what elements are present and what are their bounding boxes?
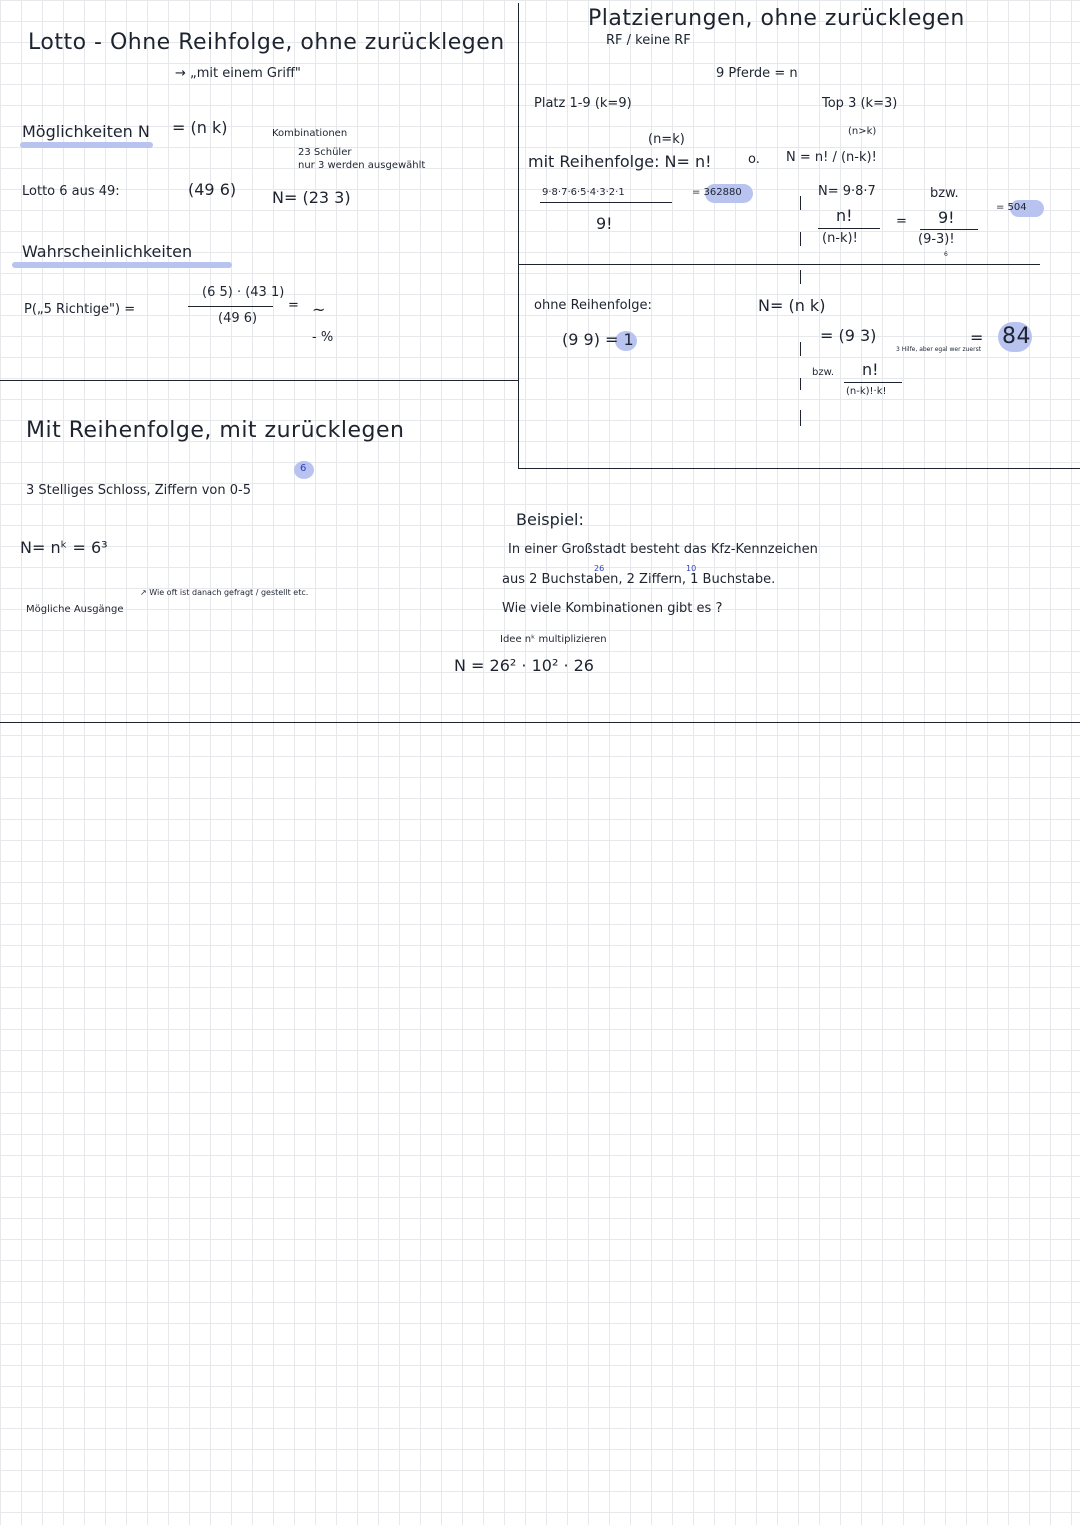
bzw-2: bzw. xyxy=(812,367,835,378)
lotto-title: Lotto - Ohne Reihfolge, ohne zurücklegen xyxy=(28,30,505,55)
wie-oft-note: ↗ Wie oft ist danach gefragt / gestellt etc. xyxy=(140,588,309,597)
o-mark: o. xyxy=(748,152,760,167)
six-small: 6 xyxy=(944,251,948,258)
highlight-wahrscheinlichkeiten xyxy=(12,262,232,268)
top3: Top 3 (k=3) xyxy=(822,96,898,111)
n-formula: N= nᵏ = 6³ xyxy=(20,538,108,557)
vertical-dash-2 xyxy=(800,232,801,246)
moegliche-ausgaenge: Mögliche Ausgänge xyxy=(26,604,124,615)
highlight-moeglichkeiten xyxy=(20,142,153,148)
result-362880: = 362880 xyxy=(692,187,742,198)
vertical-dash-4 xyxy=(800,342,801,356)
mit-reihenfolge: mit Reihenfolge: N= n! xyxy=(528,152,712,171)
grip-note: → „mit einem Griff" xyxy=(175,66,301,81)
kombinationen-label: Kombinationen xyxy=(272,128,348,139)
beispiel-idee: Idee nᵏ multiplizieren xyxy=(500,634,607,645)
n-eq-k: (n=k) xyxy=(648,132,685,147)
n-gt-k: (n>k) xyxy=(848,126,877,137)
schueler-note: 23 Schüler xyxy=(298,147,352,158)
wahrscheinlichkeiten-heading: Wahrscheinlichkeiten xyxy=(22,242,193,261)
frac-bar-1 xyxy=(818,228,880,229)
lotto-6-aus-49: Lotto 6 aus 49: xyxy=(22,184,120,199)
p-equals: = xyxy=(288,298,299,313)
p-numerator: (6 5) · (43 1) xyxy=(202,285,285,300)
p-fraction-bar xyxy=(188,306,273,307)
p-denominator: (49 6) xyxy=(218,311,258,326)
box-middle-divider xyxy=(518,264,1040,265)
platzierungen-title: Platzierungen, ohne zurücklegen xyxy=(588,6,965,31)
ausgewaehlt-note: nur 3 werden ausgewählt xyxy=(298,160,426,171)
n-binom: N= (n k) xyxy=(758,296,826,315)
nine-factorial: 9! xyxy=(596,214,613,233)
frac-bar-2 xyxy=(920,229,978,230)
binom-formula-num: n! xyxy=(862,360,879,379)
binom-49-6: (49 6) xyxy=(188,180,237,199)
frac-9-3: (9-3)! xyxy=(918,232,955,247)
box-bottom-border xyxy=(518,468,1080,469)
beispiel-line1: In einer Großstadt besteht das Kfz-Kennzeichen xyxy=(508,542,818,557)
p-richtige: P(„5 Richtige") = xyxy=(24,302,136,317)
factorial-underline xyxy=(540,202,672,203)
vertical-dash-1 xyxy=(800,196,801,210)
n-perm: N = n! / (n-k)! xyxy=(786,150,877,165)
frac-equals: = xyxy=(896,214,907,229)
beispiel-line2: aus 2 Buchstaben, 2 Ziffern, 1 Buchstabe. xyxy=(502,572,776,587)
mit-reihenfolge-title: Mit Reihenfolge, mit zurücklegen xyxy=(26,418,405,443)
bzw-1: bzw. xyxy=(930,186,959,201)
beispiel-line3: Wie viele Kombinationen gibt es ? xyxy=(502,601,723,616)
binom-formula-bar xyxy=(844,382,902,383)
binom-9-9: (9 9) = 1 xyxy=(562,330,634,349)
beispiel-formula: N = 26² · 10² · 26 xyxy=(454,656,594,675)
platz: Platz 1-9 (k=9) xyxy=(534,96,632,111)
factorial-expansion: 9·8·7·6·5·4·3·2·1 xyxy=(542,187,625,198)
kleine-note: 3 Hilfe, aber egal wer zuerst xyxy=(896,346,982,353)
beispiel-title: Beispiel: xyxy=(516,510,584,529)
schloss-note: 3 Stelliges Schloss, Ziffern von 0-5 xyxy=(26,483,251,498)
divider-left xyxy=(0,380,518,381)
divider-bottom xyxy=(0,722,1080,723)
beispiel-sup26: 26 xyxy=(594,564,605,573)
frac-9-fact: 9! xyxy=(938,208,955,227)
six-mark: 6 xyxy=(300,463,307,474)
eq-84: = xyxy=(970,328,984,347)
box-left-border xyxy=(518,3,519,468)
result-84: 84 xyxy=(1002,324,1031,349)
result-504: = 504 xyxy=(996,202,1027,213)
binom-formula-den: (n-k)!·k! xyxy=(846,386,887,397)
moeglichkeiten-formula: = (n k) xyxy=(172,118,228,137)
beispiel-sup10: 10 xyxy=(686,564,697,573)
frac-n-fact: n! xyxy=(836,206,853,225)
frac-nk-fact: (n-k)! xyxy=(822,231,858,246)
n-23-3: N= (23 3) xyxy=(272,188,351,207)
p-percent: - % xyxy=(312,330,334,345)
vertical-dash-6 xyxy=(800,410,801,426)
pferde: 9 Pferde = n xyxy=(716,66,798,81)
p-tilde: ~ xyxy=(312,300,326,319)
ohne-reihenfolge: ohne Reihenfolge: xyxy=(534,298,652,313)
n-987: N= 9·8·7 xyxy=(818,184,876,199)
moeglichkeiten-label: Möglichkeiten N xyxy=(22,122,150,141)
rf-sub: RF / keine RF xyxy=(606,33,691,48)
eq-9-3: = (9 3) xyxy=(820,326,877,345)
vertical-dash-3 xyxy=(800,270,801,284)
vertical-dash-5 xyxy=(800,378,801,390)
